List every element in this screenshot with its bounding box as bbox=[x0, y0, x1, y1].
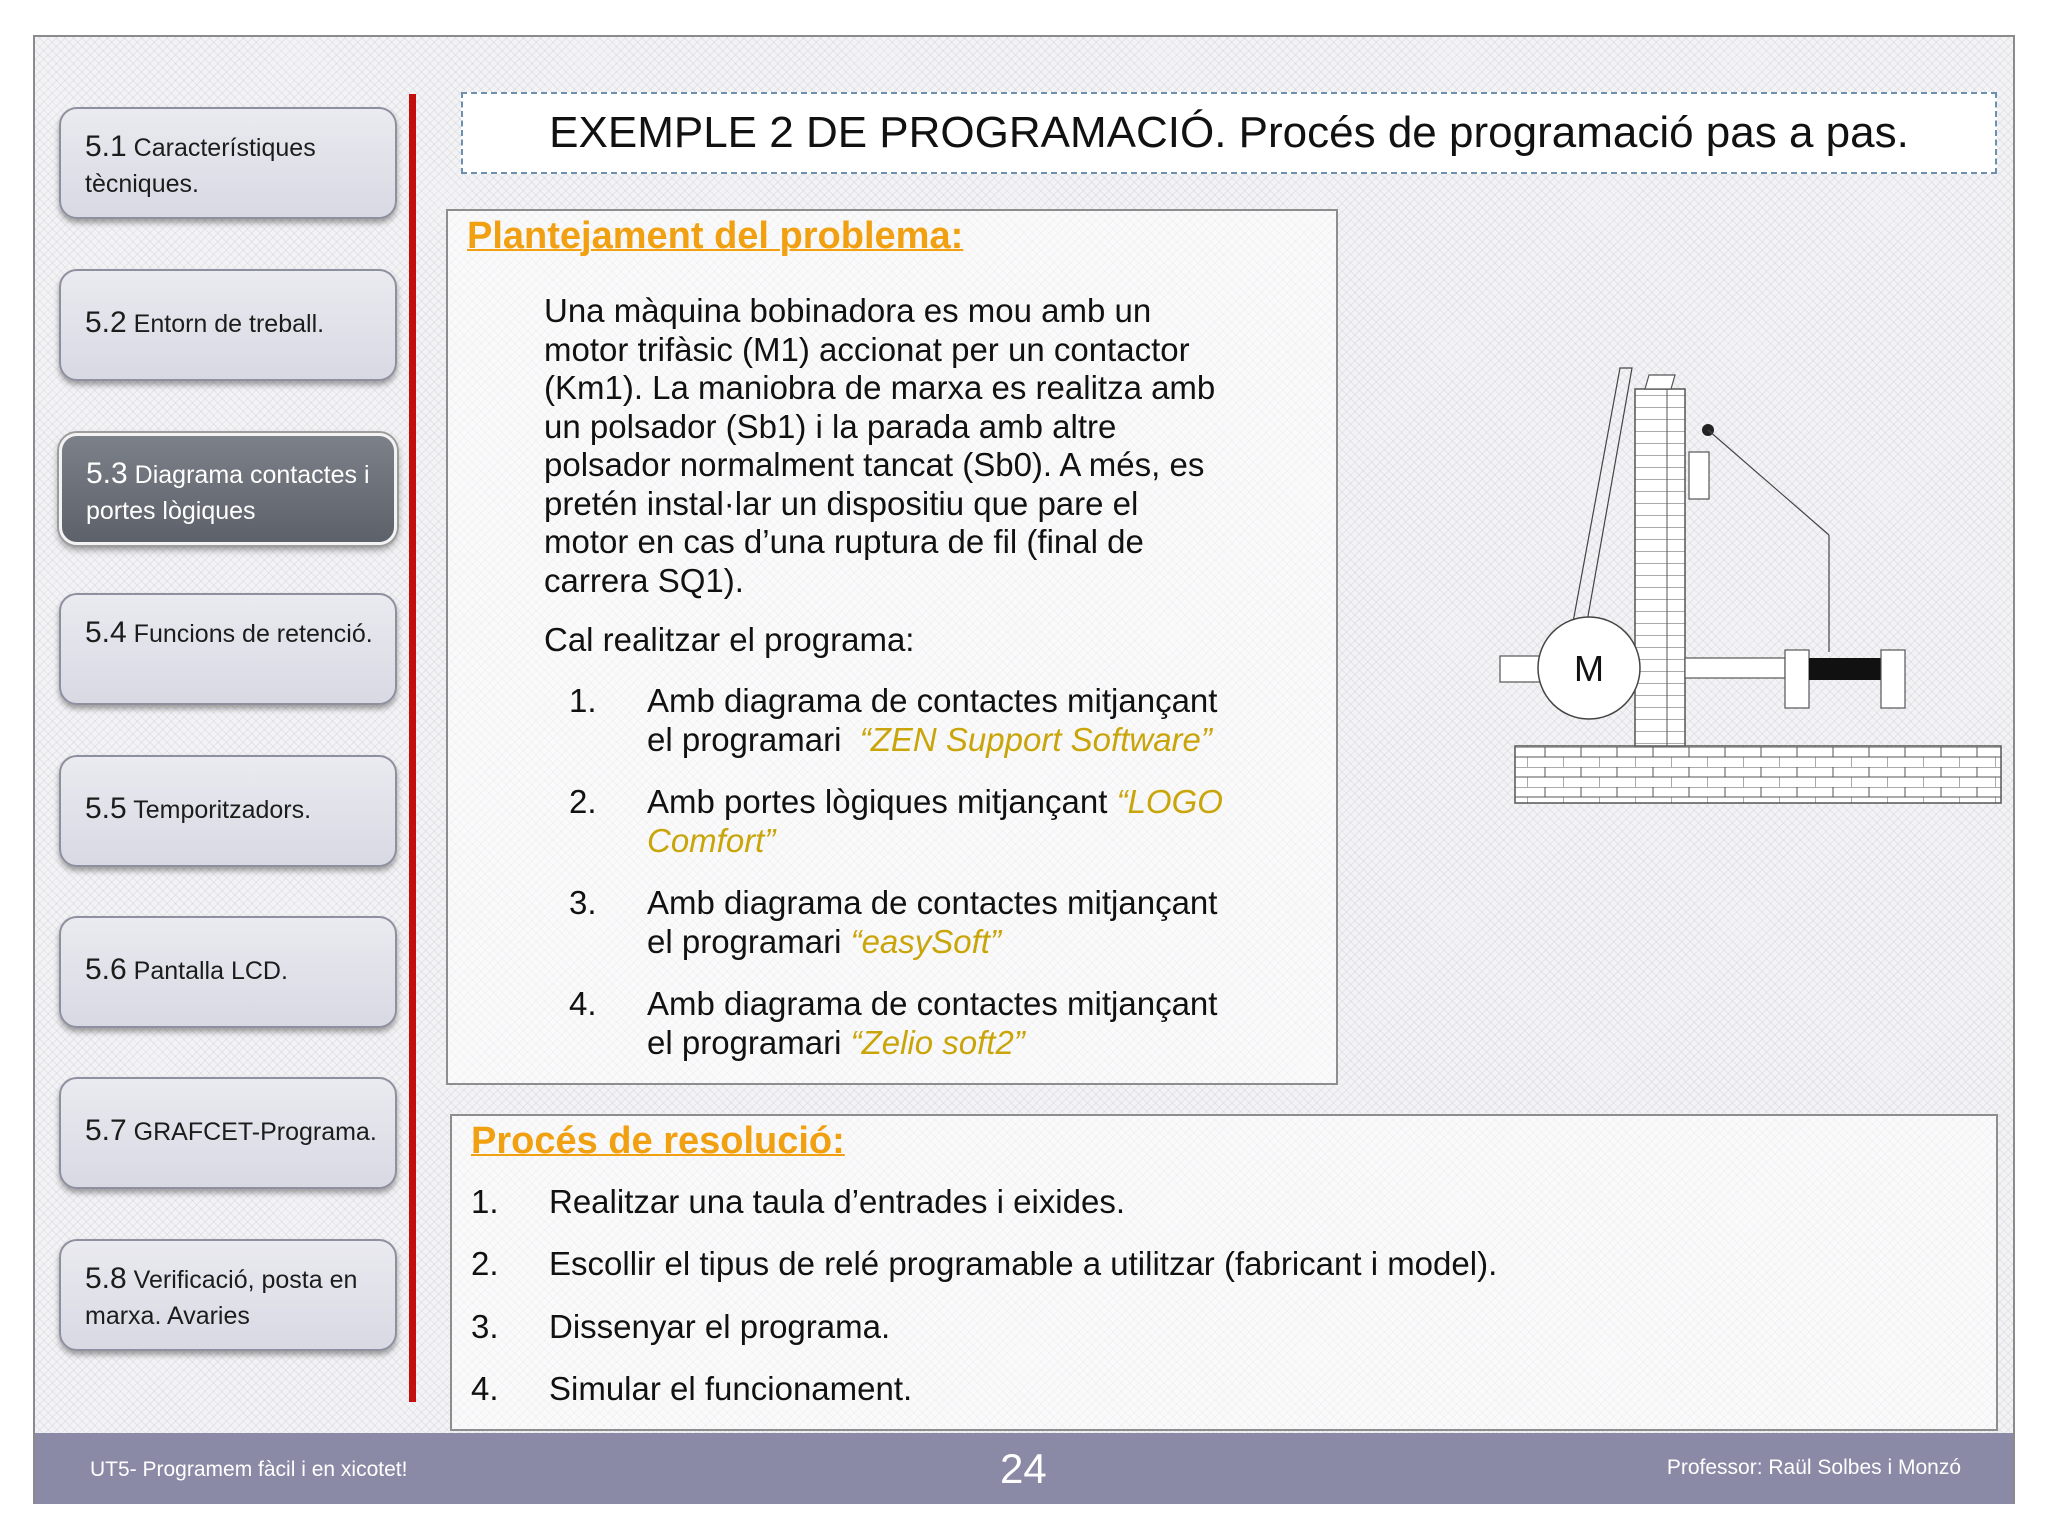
nav-label: Pantalla LCD. bbox=[133, 957, 288, 985]
spool bbox=[1809, 658, 1881, 680]
task-text bbox=[647, 783, 1223, 860]
red-divider-bar bbox=[409, 94, 416, 1402]
step-text: Dissenyar el programa. bbox=[549, 1308, 891, 1345]
description-line: Una màquina bobinadora es mou amb un bbox=[544, 292, 1152, 329]
problem-description bbox=[544, 292, 1215, 600]
task-text bbox=[647, 682, 1217, 759]
task-line: el programari bbox=[647, 720, 851, 758]
nav-button-5-5[interactable] bbox=[59, 755, 397, 867]
task-line: Amb diagrama de contactes mitjançant bbox=[647, 884, 1218, 921]
nav-number: 5.5 bbox=[85, 792, 127, 825]
nav-number: 5.1 bbox=[85, 130, 127, 163]
resolution-heading: Procés de resolució: bbox=[471, 1120, 845, 1162]
step-number: 2. bbox=[471, 1245, 499, 1282]
nav-label: Verificació, posta en marxa. Avaries bbox=[85, 1266, 358, 1330]
task-number: 3. bbox=[569, 884, 597, 921]
description-line: polsador normalment tancat (Sb0). A més, es bbox=[544, 446, 1205, 483]
nav-number: 5.8 bbox=[85, 1262, 127, 1295]
nav-label: GRAFCET-Programa. bbox=[133, 1118, 377, 1146]
nav-number: 5.7 bbox=[85, 1114, 127, 1147]
nav-button-5-2[interactable] bbox=[59, 269, 397, 381]
task-text bbox=[647, 985, 1217, 1062]
description-line: motor trifàsic (M1) accionat per un contactor bbox=[544, 330, 1190, 368]
task-number: 1. bbox=[569, 682, 597, 719]
step-number: 1. bbox=[471, 1183, 499, 1220]
tilted-arm bbox=[1571, 368, 1632, 633]
task-intro: Cal realitzar el programa: bbox=[544, 621, 915, 658]
step-number: 3. bbox=[471, 1308, 499, 1345]
nav-button-5-4[interactable] bbox=[59, 593, 397, 705]
task-text bbox=[647, 884, 1217, 961]
problem-heading: Plantejament del problema: bbox=[467, 215, 964, 257]
footer-course-title: UT5- Programem fàcil i en xicotet! bbox=[90, 1458, 408, 1481]
step-text: Escollir el tipus de relé programable a utilitzar (fabricant i model). bbox=[549, 1245, 1498, 1282]
software-name: “LOGO bbox=[1116, 783, 1223, 820]
footer-author: Professor: Raül Solbes i Monzó bbox=[1666, 1456, 1961, 1479]
nav-label: Entorn de treball. bbox=[133, 310, 325, 338]
description-line: carrera SQ1). bbox=[544, 561, 744, 599]
software-name: “ZEN Support Software” bbox=[859, 720, 1212, 758]
winding-machine-illustration bbox=[1455, 347, 2015, 817]
nav-number: 5.4 bbox=[85, 616, 127, 649]
task-line: Amb portes lògiques mitjançant bbox=[647, 783, 1117, 820]
nav-label: Funcions de retenció. bbox=[133, 620, 373, 648]
nav-label: Característiques tècniques. bbox=[85, 134, 316, 198]
software-name: “easySoft” bbox=[850, 922, 1001, 960]
page-number: 24 bbox=[1000, 1445, 1047, 1492]
limit-switch-sq1 bbox=[1689, 452, 1709, 499]
nav-number: 5.2 bbox=[85, 306, 127, 339]
nav-button-5-6[interactable] bbox=[59, 916, 397, 1028]
step-number: 4. bbox=[471, 1370, 499, 1407]
nav-number: 5.3 bbox=[86, 457, 128, 490]
step-text: Simular el funcionament. bbox=[549, 1370, 913, 1407]
software-name: Comfort” bbox=[647, 821, 776, 859]
task-line: Amb diagrama de contactes mitjançant bbox=[647, 682, 1218, 719]
task-number: 2. bbox=[569, 783, 597, 820]
slide bbox=[33, 35, 2015, 1504]
nav-button-5-3-active[interactable] bbox=[59, 433, 397, 545]
description-line: pretén instal·lar un dispositiu que pare el bbox=[544, 484, 1139, 522]
description-line: un polsador (Sb1) i la parada amb altre bbox=[544, 407, 1117, 445]
description-line: (Km1). La maniobra de marxa es realitza amb bbox=[544, 369, 1216, 406]
nav-button-5-8[interactable] bbox=[59, 1239, 397, 1351]
nav-number: 5.6 bbox=[85, 953, 127, 986]
footer-bar bbox=[35, 1433, 2013, 1504]
software-name: “Zelio soft2” bbox=[850, 1023, 1025, 1061]
description-line: motor en cas d’una ruptura de fil (final de bbox=[544, 523, 1144, 560]
brick-base bbox=[1515, 746, 2001, 803]
motor-label: M bbox=[1574, 648, 1604, 689]
task-line: Amb diagrama de contactes mitjançant bbox=[647, 985, 1218, 1022]
nav-label: Diagrama contactes i portes lògiques bbox=[86, 461, 370, 525]
task-line: el programari bbox=[647, 922, 851, 960]
brick-column bbox=[1635, 389, 1685, 746]
nav-button-5-7[interactable] bbox=[59, 1077, 397, 1189]
task-line: el programari bbox=[647, 1023, 851, 1061]
step-text: Realitzar una taula d’entrades i eixides. bbox=[549, 1183, 1126, 1220]
nav-button-5-1[interactable] bbox=[59, 107, 397, 219]
nav-label: Temporitzadors. bbox=[133, 796, 312, 824]
shaft bbox=[1685, 658, 1785, 678]
slide-title: EXEMPLE 2 DE PROGRAMACIÓ. Procés de programació pas a pas. bbox=[461, 92, 1997, 174]
task-number: 4. bbox=[569, 985, 597, 1022]
